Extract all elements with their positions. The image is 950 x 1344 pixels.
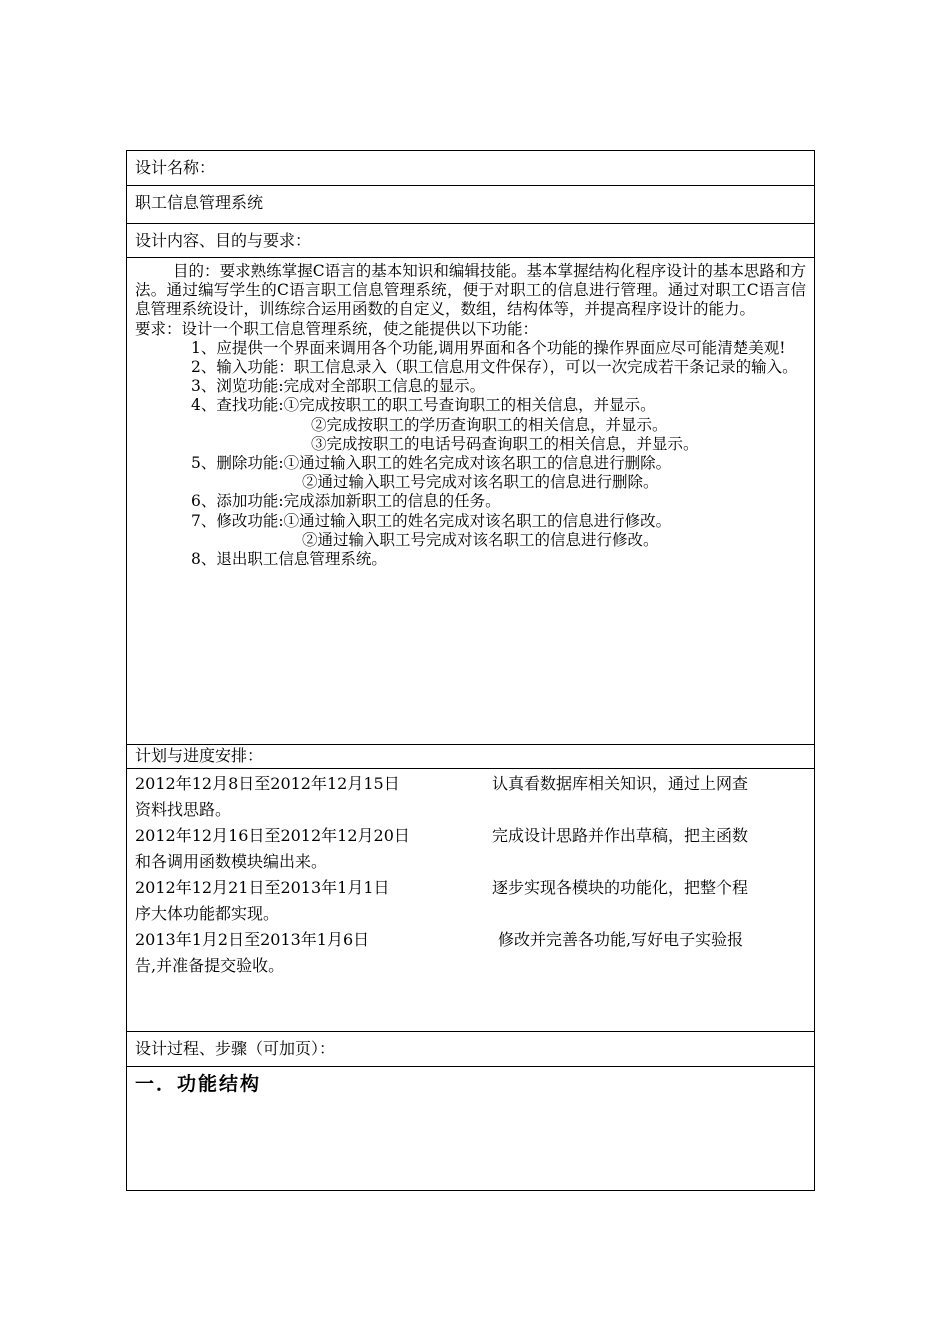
content-label-row	[127, 224, 814, 258]
plan-task: 修改并完善各功能,写好电子实验报	[498, 930, 744, 949]
process-label-row	[127, 1032, 814, 1067]
requirement-item: 2、输入功能：职工信息录入（职工信息用文件保存），可以一次完成若干条记录的输入。	[191, 358, 798, 377]
design-name-label-row	[127, 151, 814, 186]
content-body-row	[127, 258, 814, 745]
design-form-table	[126, 150, 815, 1191]
content-body	[135, 262, 806, 569]
requirement-item: 1、应提供一个界面来调用各个功能,调用界面和各个功能的操作界面应尽可能清楚美观!	[191, 338, 786, 357]
content-label: 设计内容、目的与要求：	[135, 231, 312, 250]
plan-date: 2012年12月21日至2013年1月1日	[135, 878, 390, 897]
plan-date: 2012年12月8日至2012年12月15日	[135, 774, 400, 793]
plan-entry	[135, 771, 806, 823]
plan-task: 认真看数据库相关知识，通过上网查	[492, 774, 749, 793]
plan-task-continued: 序大体功能都实现。	[135, 904, 280, 923]
plan-entry	[135, 927, 806, 979]
requirement-subitem: ②通过输入职工号完成对该名职工的信息进行修改。	[302, 530, 659, 549]
plan-task: 完成设计思路并作出草稿，把主函数	[492, 826, 749, 845]
section-title: 一．功能结构	[135, 1073, 262, 1095]
process-label: 设计过程、步骤（可加页）：	[135, 1039, 336, 1058]
requirement-item: 6、添加功能:完成添加新职工的信息的任务。	[191, 492, 501, 511]
plan-task-continued: 资料找思路。	[135, 800, 232, 819]
requirement-item: 5、删除功能:①通过输入职工的姓名完成对该名职工的信息进行删除。	[191, 454, 672, 473]
purpose-paragraph: 目的：要求熟练掌握C语言的基本知识和编辑技能。基本掌握结构化程序设计的基本思路和方法。通过编写学生的C语言职工信息管理系统，便于对职工的信息进行管理。通过对职工C语言信息管理系统设计，训练综合运用函数的自定义，数组，结构体等，并提高程序设计的能力。	[135, 262, 806, 319]
requirement-subitem: ②通过输入职工号完成对该名职工的信息进行删除。	[302, 473, 659, 492]
plan-date: 2012年12月16日至2012年12月20日	[135, 826, 410, 845]
plan-entry	[135, 875, 806, 927]
design-name-value: 职工信息管理系统	[135, 193, 264, 212]
plan-task: 逐步实现各模块的功能化，把整个程	[492, 878, 749, 897]
requirement-item: 7、修改功能:①通过输入职工的姓名完成对该名职工的信息进行修改。	[191, 511, 672, 530]
plan-label: 计划与进度安排：	[135, 746, 264, 765]
requirement-item: 8、退出职工信息管理系统。	[191, 550, 387, 569]
plan-body-row	[127, 769, 814, 1032]
plan-date: 2013年1月2日至2013年1月6日	[135, 930, 370, 949]
plan-entry	[135, 823, 806, 875]
plan-task-continued: 和各调用函数模块编出来。	[135, 852, 328, 871]
process-body-row	[127, 1067, 814, 1190]
requirement-item: 3、浏览功能:完成对全部职工信息的显示。	[191, 377, 486, 396]
design-name-label: 设计名称：	[135, 158, 216, 177]
requirement-item: 4、查找功能:①完成按职工的职工号查询职工的相关信息，并显示。	[191, 396, 656, 415]
requirement-intro: 要求：设计一个职工信息管理系统，使之能提供以下功能：	[135, 319, 539, 338]
requirement-subitem: ②完成按职工的学历查询职工的相关信息，并显示。	[311, 415, 668, 434]
requirement-subitem: ③完成按职工的电话号码查询职工的相关信息，并显示。	[311, 434, 699, 453]
plan-task-continued: 告,并准备提交验收。	[135, 956, 285, 975]
design-name-value-row	[127, 186, 814, 224]
plan-label-row	[127, 745, 814, 769]
